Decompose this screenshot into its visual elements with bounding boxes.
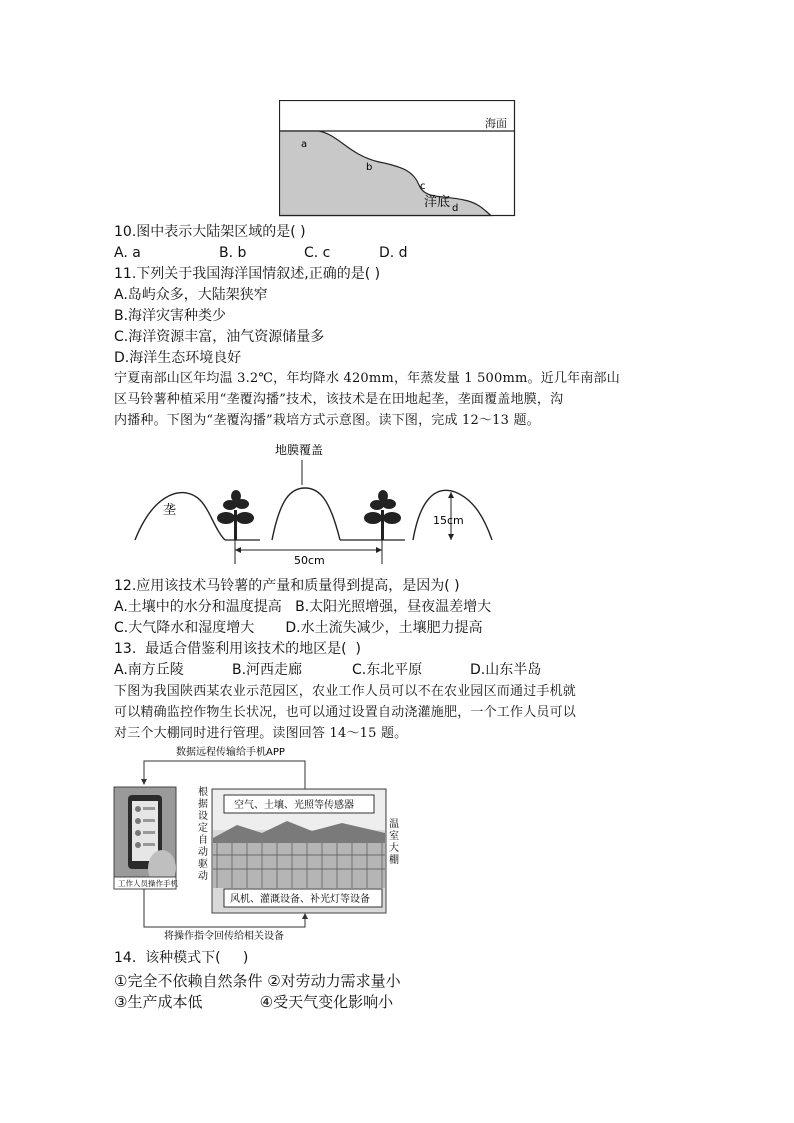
- smart-greenhouse-diagram: [112, 743, 412, 943]
- point-a-label: a: [301, 139, 308, 150]
- q11-option-d: D.海洋生态环境良好: [114, 350, 242, 366]
- passage2-line-1: 下图为我国陕西某农业示范园区，农业工作人员可以不在农业园区而通过手机就: [114, 684, 577, 699]
- potato-plant-left: [217, 490, 254, 540]
- q13-options: [114, 660, 541, 680]
- sea-level-label: 海面: [485, 117, 507, 130]
- q11-stem: 11.下列关于我国海洋国情叙述,正确的是( ): [114, 266, 381, 282]
- passage1-line-2: 区马铃薯种植采用“垄覆沟播”技术，该技术是在田地起垄，垄面覆盖地膜，沟: [114, 392, 564, 407]
- sensors-label: 空气、土壤、光照等传感器: [234, 800, 354, 811]
- svg-text:驱: 驱: [198, 859, 208, 870]
- passage2-line-2: 可以精确监控作物生长状况，也可以通过设置自动浇灌施肥，一个工作人员可以: [114, 705, 577, 720]
- q11-option-b: B.海洋灾害种类少: [114, 308, 227, 324]
- q14-options-row2: ③生产成本低 ④受天气变化影响小: [114, 993, 394, 1011]
- q12-options-row2: C.大气降水和湿度增大 D.水土流失减少，土壤肥力提高: [114, 620, 483, 636]
- q10-option-d: D. d: [379, 245, 408, 261]
- devices-label: 风机、灌溉设备、补光灯等设备: [230, 894, 370, 905]
- greenhouse-label: [389, 818, 399, 866]
- svg-text:设: 设: [198, 811, 208, 822]
- svg-text:棚: 棚: [389, 855, 399, 866]
- q12-stem: 12.应用该技术马铃薯的产量和质量得到提高，是因为( ): [114, 578, 460, 594]
- q14-stem: 14. 该种模式下( ): [114, 950, 249, 966]
- q13-option-c: C.东北平原: [352, 662, 423, 678]
- q13-option-a: A.南方丘陵: [114, 662, 184, 678]
- svg-text:动: 动: [198, 871, 208, 882]
- ridge-label: 垄: [163, 503, 177, 518]
- svg-text:动: 动: [198, 847, 208, 858]
- q10-options: [114, 243, 408, 263]
- q11-option-a: A.岛屿众多，大陆架狭窄: [114, 287, 268, 303]
- q11-option-c: C.海洋资源丰富，油气资源储量多: [114, 329, 325, 345]
- auto-drive-label: [198, 785, 208, 882]
- q10-stem: 10.图中表示大陆架区域的是( ): [114, 224, 306, 240]
- svg-text:自: 自: [198, 835, 208, 846]
- ridge-height-label: 15cm: [433, 514, 464, 527]
- q13-option-d: D.山东半岛: [470, 662, 542, 678]
- svg-text:根: 根: [198, 787, 208, 798]
- svg-text:室: 室: [389, 831, 399, 842]
- q10-option-a: A. a: [114, 245, 141, 261]
- svg-text:定: 定: [198, 823, 208, 834]
- q12-options-row1: A.土壤中的水分和温度提高 B.太阳光照增强，昼夜温差增大: [114, 599, 492, 615]
- passage1-line-3: 内播种。下图为“垄覆沟播”栽培方式示意图。读下图，完成 12～13 题。: [114, 413, 540, 428]
- point-b-label: b: [366, 162, 373, 173]
- q13-stem: 13. 最适合借鉴利用该技术的地区是( ): [114, 641, 361, 657]
- q13-option-b: B.河西走廊: [232, 662, 303, 678]
- q10-option-b: B. b: [219, 245, 247, 261]
- command-return-label: 将操作指令回传给相关设备: [164, 931, 284, 942]
- ridge-furrow-diagram: [130, 440, 500, 575]
- svg-text:温: 温: [389, 819, 399, 830]
- svg-text:大: 大: [389, 843, 399, 854]
- phone-caption: 工作人员操作手机: [118, 879, 178, 888]
- remote-transfer-label: 数据远程传输给手机APP: [176, 747, 285, 758]
- passage2-line-3: 对三个大棚同时进行管理。读图回答 14～15 题。: [114, 726, 408, 741]
- ocean-floor-label: 洋底: [424, 195, 451, 210]
- potato-plant-right: [364, 490, 401, 540]
- film-cover-label: 地膜覆盖: [275, 443, 324, 457]
- continental-shelf-diagram: [279, 100, 517, 218]
- point-c-label: c: [420, 181, 426, 192]
- row-spacing-label: 50cm: [294, 554, 325, 567]
- q10-option-c: C. c: [304, 245, 331, 261]
- q14-options-row1: ①完全不依赖自然条件 ②对劳动力需求量小: [114, 972, 401, 990]
- point-d-label: d: [452, 203, 459, 214]
- svg-text:据: 据: [198, 799, 208, 810]
- passage1-line-1: 宁夏南部山区年均温 3.2℃，年均降水 420mm，年蒸发量 1 500mm。近几年南部山: [114, 371, 620, 386]
